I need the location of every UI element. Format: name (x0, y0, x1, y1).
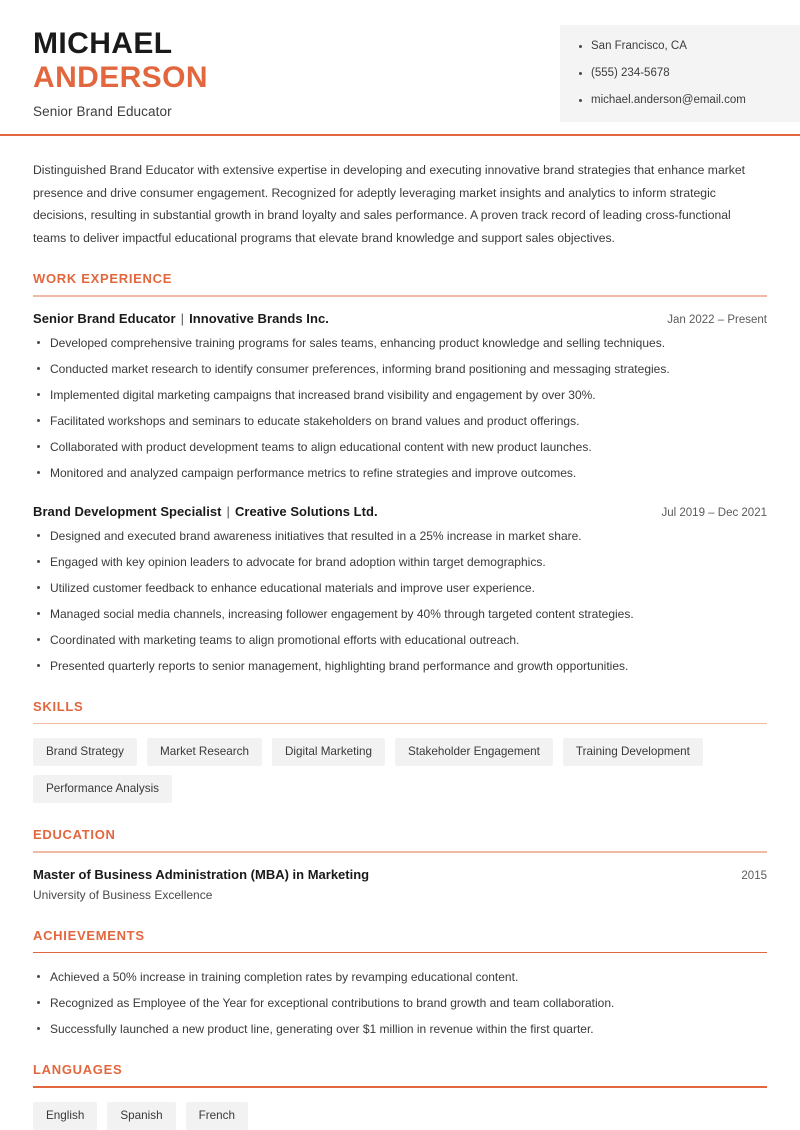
experience-entry (33, 504, 767, 674)
skill-chip: Market Research (147, 738, 262, 766)
experience-company: Innovative Brands Inc. (189, 310, 329, 326)
achievement-item: Achieved a 50% increase in training completion rates by revamping educational content. (33, 969, 767, 985)
skill-chip: Performance Analysis (33, 775, 172, 803)
experience-bullet-list (33, 335, 767, 481)
experience-bullet: Facilitated workshops and seminars to educate stakeholders on brand values and product offerings. (33, 413, 767, 429)
experience-entry (33, 311, 767, 481)
experience-bullet: Utilized customer feedback to enhance educational materials and improve user experience. (33, 580, 767, 596)
experience-date: Jan 2022 – Present (667, 313, 767, 326)
resume-content (0, 159, 800, 1130)
experience-heading (33, 311, 329, 326)
experience-bullet: Developed comprehensive training programs for sales teams, enhancing product knowledge and selling techniques. (33, 335, 767, 351)
skill-chip: Stakeholder Engagement (395, 738, 553, 766)
skills-chip-list (33, 738, 767, 803)
section-divider (33, 952, 767, 954)
achievement-item: Successfully launched a new product line, generating over $1 million in revenue within the first quarter. (33, 1021, 767, 1037)
achievements-list (33, 969, 767, 1037)
header-divider (0, 134, 800, 136)
experience-bullet: Coordinated with marketing teams to align promotional efforts with educational outreach. (33, 632, 767, 648)
experience-bullet: Designed and executed brand awareness initiatives that resulted in a 25% increase in market share. (33, 528, 767, 544)
first-name: MICHAEL (33, 27, 173, 60)
skill-chip: Training Development (563, 738, 703, 766)
section-education (33, 827, 767, 903)
experience-bullet: Monitored and analyzed campaign performance metrics to refine strategies and improve outcomes. (33, 465, 767, 481)
section-title-achievements: ACHIEVEMENTS (33, 927, 145, 943)
section-title-education: EDUCATION (33, 827, 116, 842)
experience-separator: | (226, 503, 230, 519)
section-skills (33, 699, 767, 804)
experience-bullet: Managed social media channels, increasing follower engagement by 40% through targeted content strategies. (33, 606, 767, 622)
education-degree: Master of Business Administration (MBA) in Marketing (33, 866, 370, 882)
last-name: ANDERSON (33, 61, 208, 94)
section-title-languages: LANGUAGES (33, 1062, 123, 1077)
experience-date: Jul 2019 – Dec 2021 (661, 506, 767, 519)
contact-list (578, 39, 784, 108)
skill-chip: Brand Strategy (33, 738, 137, 766)
experience-bullet: Presented quarterly reports to senior management, highlighting brand performance and growth opportunities. (33, 658, 767, 674)
language-chip: Spanish (107, 1102, 175, 1130)
section-title-work-experience: WORK EXPERIENCE (33, 271, 173, 286)
education-school: University of Business Excellence (33, 887, 213, 902)
professional-summary: Distinguished Brand Educator with extensive expertise in developing and executing innovative brand strategies that enhance market presence and drive consumer engagement. Recognized for adeptly leveraging market insights and analytics to inform strategic decisions, resulting in substantial growth in brand loyalty and sales performance. A proven track record of leading cross-functional teams to deliver impactful educational programs that elevate brand knowledge and support sales objectives. (33, 163, 746, 245)
experience-heading (33, 504, 378, 519)
section-achievements (33, 928, 767, 1038)
experience-bullet: Implemented digital marketing campaigns that increased brand visibility and engagement by over 30%. (33, 387, 767, 403)
identity-block (0, 22, 208, 119)
experience-role: Senior Brand Educator (33, 310, 176, 326)
education-year: 2015 (741, 869, 767, 882)
education-entry-header (33, 867, 767, 882)
section-divider (33, 1086, 767, 1088)
languages-chip-list (33, 1102, 767, 1130)
contact-item-location: San Francisco, CA (578, 39, 784, 54)
section-divider (33, 295, 767, 297)
experience-bullet: Conducted market research to identify consumer preferences, informing brand positioning and messaging strategies. (33, 361, 767, 377)
section-divider (33, 851, 767, 853)
language-chip: English (33, 1102, 97, 1130)
achievement-item: Recognized as Employee of the Year for exceptional contributions to brand growth and team collaboration. (33, 995, 767, 1011)
section-languages (33, 1062, 767, 1130)
experience-separator: | (180, 310, 185, 326)
contact-item-phone[interactable]: (555) 234-5678 (578, 66, 784, 81)
section-work-experience (33, 271, 767, 674)
experience-company: Creative Solutions Ltd. (234, 503, 378, 519)
experience-entry-header (33, 504, 767, 519)
section-divider (33, 723, 767, 725)
experience-bullet-list (33, 528, 767, 674)
experience-entry-header (33, 311, 767, 326)
skill-chip: Digital Marketing (272, 738, 385, 766)
section-title-skills: SKILLS (33, 698, 84, 714)
contact-box (560, 25, 800, 122)
education-entry (33, 867, 767, 903)
experience-bullet: Engaged with key opinion leaders to advocate for brand adoption within target demographics. (33, 554, 767, 570)
experience-role: Brand Development Specialist (33, 503, 222, 519)
language-chip: French (186, 1102, 248, 1130)
contact-item-email[interactable]: michael.anderson@email.com (578, 93, 784, 108)
headline-job-title: Senior Brand Educator (33, 104, 172, 119)
experience-bullet: Collaborated with product development teams to align educational content with new product launches. (33, 439, 767, 455)
resume-header (0, 0, 800, 136)
